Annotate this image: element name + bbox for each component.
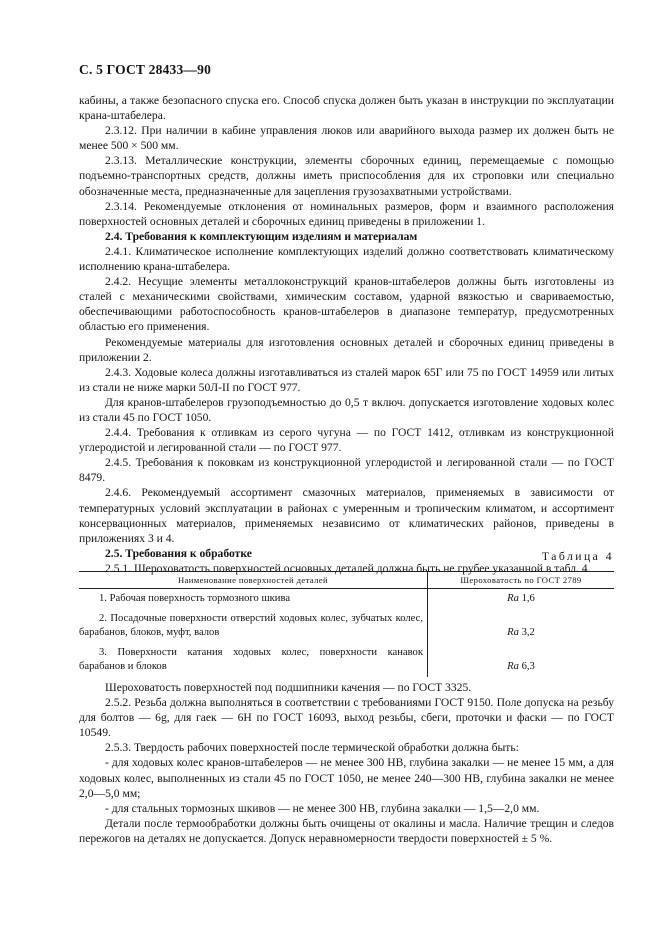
paragraph: Рекомендуемые материалы для изготовления основных деталей и сборочных единиц приведены в приложении 2. xyxy=(79,335,614,364)
body-text-top xyxy=(79,93,614,576)
paragraph: 2.4.4. Требования к отливкам из серого чугуна — по ГОСТ 1412, отливкам из конструкционной углеродистой и легированной стали — по ГОСТ 977. xyxy=(79,426,614,455)
table-row xyxy=(79,609,614,643)
roughness-value: 1,6 xyxy=(521,593,535,604)
table-row xyxy=(79,643,614,677)
paragraph: Шероховатость поверхностей под подшипники качения — по ГОСТ 3325. xyxy=(105,681,472,694)
paragraph: 2.3.13. Металлические конструкции, элементы сборочных единиц, перемещаемые с помощью подъемно-транспортных средств, должны иметь приспособления для их строповки или специально обозначенные места, предназначенные для зацепления грузозахватными устройствами. xyxy=(79,154,614,198)
paragraph: 2.5.2. Резьба должна выполняться в соответствии с требованиями ГОСТ 9150. Поле допуска на резьбу для болтов — 6g, для гаек — 6Н по ГОСТ 16093, выход резьбы, сбеги, проточки и фаски — по ГОСТ 10549. xyxy=(79,696,614,740)
table-cell-roughness xyxy=(428,609,615,643)
list-item: - для стальных тормозных шкивов — не менее 300 НВ, глубина закалки — 1,5—2,0 мм. xyxy=(105,801,540,815)
table-cell-roughness xyxy=(428,643,615,677)
table-header-row xyxy=(79,572,614,589)
paragraph: 2.3.14. Рекомендуемые отклонения от номинальных размеров, форм и взаимного расположения поверхностей основных деталей и сборочных единиц приведены в приложении 1. xyxy=(79,199,614,228)
paragraph: 2.4.2. Несущие элементы металлоконструкций кранов-штабелеров должны быть изготовлены из сталей с механическими свойствами, химическим составом, ударной вязкостью и свариваемостью, обеспечивающими работоспособность кранов-штабелеров в диапазоне температур, предусмотренных областью его применения. xyxy=(79,275,614,334)
table-header-cell: Наименование поверхностей деталей xyxy=(79,572,428,589)
paragraph: Детали после термообработки должны быть очищены от окалины и масла. Наличие трещин и следов пережогов на деталях не допускается. Допуск неравномерности твердости поверхностей ± 5 %. xyxy=(79,816,614,845)
paragraph: Для кранов-штабелеров грузоподъемностью до 0,5 т включ. допускается изготовление ходовых колес из стали 45 по ГОСТ 1050. xyxy=(79,395,614,424)
paragraph: 2.5.1. Шероховатость поверхностей основных деталей должна быть не грубее указанной в табл. 4. xyxy=(105,561,591,575)
paragraph: 2.4.5. Требования к поковкам из конструкционной углеродистой и легированной стали — по ГОСТ 8479. xyxy=(79,456,614,485)
table-caption: Таблица 4 xyxy=(541,550,614,563)
paragraph: 2.3.12. При наличии в кабине управления люков или аварийного выхода размер их должен быть не менее 500 × 500 мм. xyxy=(79,124,614,153)
table-cell-surface: 1. Рабочая поверхность тормозного шкива xyxy=(79,589,428,610)
section-heading: 2.4. Требования к комплектующим изделиям и материалам xyxy=(105,229,418,243)
paragraph: 2.4.6. Рекомендуемый ассортимент смазочных материалов, применяемых в зависимости от температурных условий эксплуатации в районах с умеренным и тропическим климатом, и ассортимент консервационных материалов, применяемых независимо от климатических районов, приведены в приложениях 3 и 4. xyxy=(79,486,614,545)
paragraph: кабины, а также безопасного спуска его. Способ спуска должен быть указан в инструкции по эксплуатации крана-штабелера. xyxy=(79,94,614,123)
ra-symbol: Ra xyxy=(507,626,519,638)
table-cell-surface: 2. Посадочные поверхности отверстий ходовых колес, зубчатых колес, барабанов, блоков, муфт, валов xyxy=(79,609,428,643)
paragraph: 2.4.3. Ходовые колеса должны изготавливаться из сталей марок 65Г или 75 по ГОСТ 14959 или литых из стали не ниже марки 50Л-II по ГОСТ 977. xyxy=(79,365,614,394)
page-header: С. 5 ГОСТ 28433—90 xyxy=(79,62,212,77)
table-cell-surface: 3. Поверхности катания ходовых колес, поверхности канавок барабанов и блоков xyxy=(79,643,428,677)
list-item: - для ходовых колес кранов-штабелеров — не менее 300 НВ, глубина закалки — не менее 15 мм, а для ходовых колес, выполненных из стали 45 по ГОСТ 1050, не менее 240—300 НВ, глубина закалки не менее 2,0—5,0 мм; xyxy=(79,756,614,800)
paragraph: 2.4.1. Климатическое исполнение комплектующих изделий должно соответствовать климатическому исполнению крана-штабелера. xyxy=(79,244,614,274)
ra-symbol: Ra xyxy=(507,660,519,672)
roughness-value: 3,2 xyxy=(521,626,535,638)
table-header-cell: Шероховатость по ГОСТ 2789 xyxy=(428,572,615,589)
roughness-table xyxy=(79,571,614,677)
body-text-bottom xyxy=(79,680,614,846)
section-heading: 2.5. Требования к обработке xyxy=(105,546,252,560)
table-row xyxy=(79,589,614,610)
ra-symbol: Ra xyxy=(507,593,519,604)
paragraph: 2.5.3. Твердость рабочих поверхностей после термической обработки должна быть: xyxy=(105,741,519,755)
roughness-value: 6,3 xyxy=(521,660,535,672)
table-cell-roughness xyxy=(428,589,615,610)
